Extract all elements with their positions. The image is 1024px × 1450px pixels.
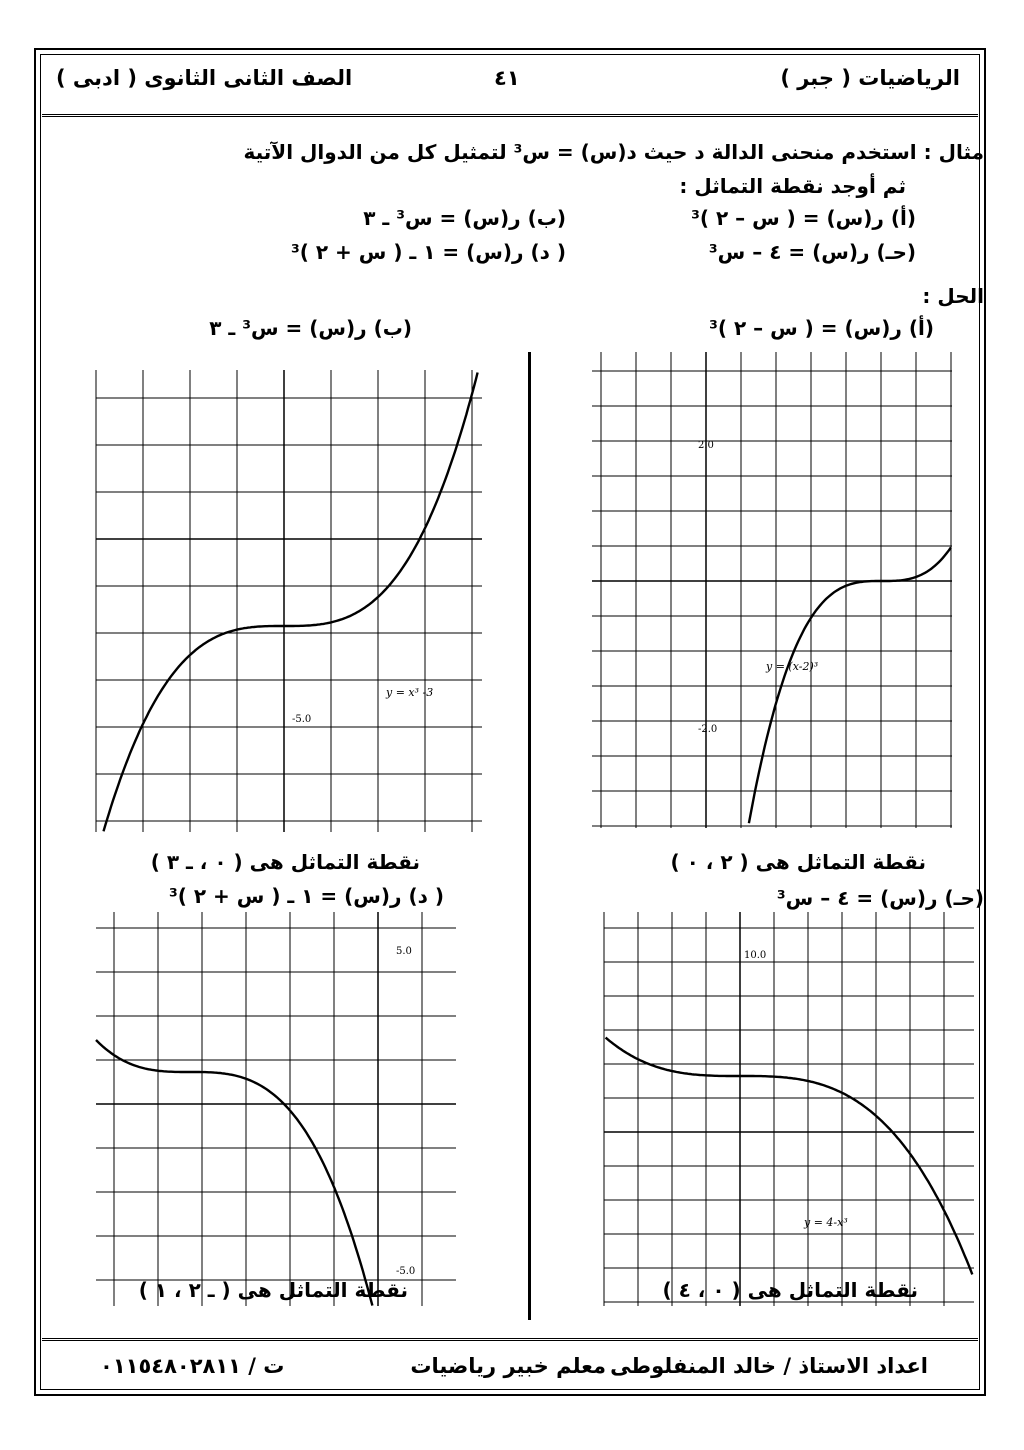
example-item-a: (أ) ر(س) = ( س – ٢ )³ — [691, 206, 916, 230]
page-number: ٤١ — [494, 66, 520, 90]
example-item-c: (حـ) ر(س) = ٤ – س³ — [708, 240, 916, 264]
solution-c-symmetry: نقطة التماثل هى ( ٠ ، ٤ ) — [662, 1278, 918, 1302]
solution-a-symmetry: نقطة التماثل هى ( ٢ ، ٠ ) — [670, 850, 926, 874]
footer-author: اعداد الاستاذ / خالد المنفلوطى — [610, 1354, 928, 1378]
solution-d-title: ( د) ر(س) = ١ ـ ( س + ٢ )³ — [168, 884, 444, 908]
graph-a — [592, 352, 952, 828]
solution-b-title: (ب) ر(س) = س³ ـ ٣ — [209, 316, 412, 340]
header-rule — [42, 114, 978, 117]
solution-heading: الحل : — [922, 284, 984, 308]
header-subject: الرياضيات ( جبر ) — [780, 66, 960, 90]
solution-a-title: (أ) ر(س) = ( س – ٢ )³ — [709, 316, 934, 340]
graph-a-tick-upper: 2.0 — [698, 440, 714, 451]
header-grade: الصف الثانى الثانوى ( ادبى ) — [56, 66, 353, 90]
footer-rule — [42, 1338, 978, 1341]
footer-phone: ت / ٠١١٥٤٨٠٢٨١١ — [100, 1354, 285, 1378]
graph-a-tick-lower: -2.0 — [698, 724, 718, 735]
graph-b-tick-lower: -5.0 — [292, 714, 312, 725]
graph-c-label: y = 4-x³ — [804, 1216, 848, 1229]
solution-c-title: (حـ) ر(س) = ٤ – س³ — [776, 886, 984, 910]
solution-d-symmetry: نقطة التماثل هى ( ـ ٢ ، ١ ) — [138, 1278, 408, 1302]
column-divider — [528, 352, 531, 1320]
graph-c-tick-upper: 10.0 — [744, 950, 767, 961]
example-item-b: (ب) ر(س) = س³ ـ ٣ — [363, 206, 566, 230]
example-instruction: ثم أوجد نقطة التماثل : — [679, 174, 906, 198]
graph-a-label: y = (x-2)³ — [766, 660, 819, 673]
example-item-d: ( د) ر(س) = ١ ـ ( س + ٢ )³ — [290, 240, 566, 264]
graph-d-tick-upper: 5.0 — [396, 946, 412, 957]
graph-b-label: y = x³ -3 — [386, 686, 434, 699]
solution-b-symmetry: نقطة التماثل هى ( ٠ ، ـ ٣ ) — [150, 850, 420, 874]
example-statement: مثال : استخدم منحنى الدالة د حيث د(س) = س³ لتمثيل كل من الدوال الآتية — [243, 140, 984, 164]
footer-title: معلم خبير رياضيات — [410, 1354, 606, 1378]
graph-c — [604, 912, 974, 1306]
graph-b — [96, 370, 482, 832]
graph-d-tick-lower: -5.0 — [396, 1266, 416, 1277]
graph-d — [96, 912, 456, 1306]
